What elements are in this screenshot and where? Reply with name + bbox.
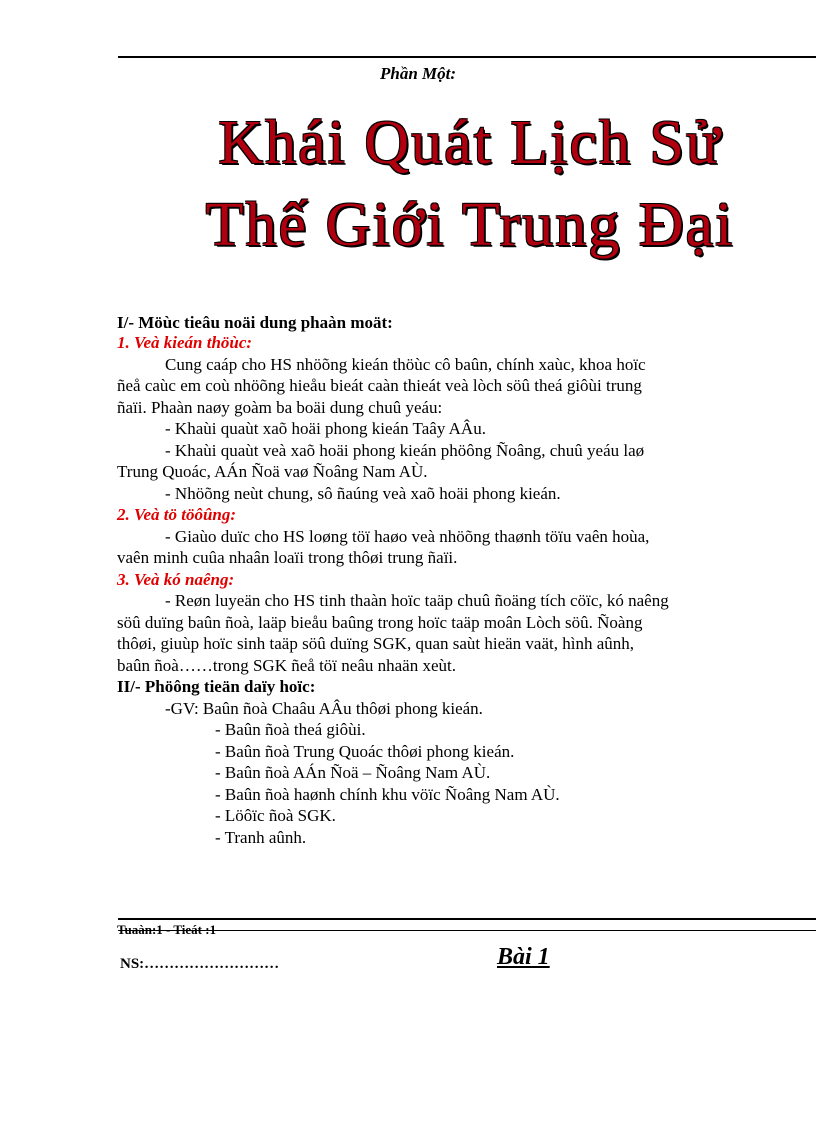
- section-1-heading: I/- Möùc tieâu noäi dung phaàn moät:: [117, 313, 393, 332]
- list-item: - Baûn ñoà AÁn Ñoä – Ñoâng Nam AÙ.: [215, 763, 491, 782]
- paragraph-line: thôøi, giuùp hoïc sinh taäp söû duïng SGK, quan saùt hieän vaät, hình aûnh,: [117, 634, 635, 653]
- title-line-1: Khái Quát Lịch Sử: [218, 109, 722, 177]
- list-item: - Baûn ñoà Trung Quoác thôøi phong kieán.: [215, 742, 515, 761]
- list-item: - Baûn ñoà haønh chính khu vöïc Ñoâng Nam AÙ.: [215, 785, 560, 804]
- list-item: - Löôïc ñoà SGK.: [215, 806, 336, 825]
- sub-heading-knowledge: 1. Veà kieán thöùc:: [117, 333, 253, 352]
- title-line-2: Thế Giới Trung Đại: [205, 191, 735, 259]
- lesson-title: Bài 1: [497, 944, 550, 970]
- paragraph-line: - Khaùi quaùt veà xaõ hoäi phong kieán phöông Ñoâng, chuû yeáu laø: [165, 441, 645, 460]
- sub-heading-thought: 2. Veà tö töôûng:: [117, 505, 237, 524]
- paragraph-line: söû duïng baûn ñoà, laäp bieåu baûng trong hoïc taäp moân Lòch söû. Ñoàng: [117, 613, 643, 632]
- paragraph-line: vaên minh cuûa nhaân loaïi trong thôøi trung ñaïi.: [117, 548, 458, 567]
- paragraph-line: ñaïi. Phaàn naøy goàm ba boäi dung chuû yeáu:: [117, 398, 443, 417]
- list-item: - Tranh aûnh.: [215, 828, 307, 847]
- paragraph-line: Cung caáp cho HS nhöõng kieán thöùc cô baûn, chính xaùc, khoa hoïc: [165, 355, 646, 374]
- paragraph-line: ñeå caùc em coù nhöõng hieåu bieát caàn thieát veà lòch söû theá giôùi trung: [117, 376, 642, 395]
- paragraph-line: Trung Quoác, AÁn Ñoä vaø Ñoâng Nam AÙ.: [117, 462, 428, 481]
- section-2-heading: II/- Phöông tieän daïy hoïc:: [117, 677, 316, 696]
- sub-heading-skills: 3. Veà kó naêng:: [117, 570, 235, 589]
- paragraph-line: - Nhöõng neùt chung, sô ñaúng veà xaõ hoäi phong kieán.: [165, 484, 561, 503]
- paragraph-line: - Khaùi quaùt xaõ hoäi phong kieán Taây AÂu.: [165, 419, 486, 438]
- footer-strike-line: [118, 930, 816, 931]
- gv-line: -GV: Baûn ñoà Chaâu AÂu thôøi phong kieán.: [165, 699, 483, 718]
- ns-label: NS:………………………: [120, 956, 280, 972]
- footer-divider-top: [118, 918, 816, 920]
- paragraph-line: - Giaùo duïc cho HS loøng töï haøo veà nhöõng thaønh töïu vaên hoùa,: [165, 527, 650, 546]
- list-item: - Baûn ñoà theá giôùi.: [215, 720, 366, 739]
- tuan-tiet-label: Tuaàn:1 - Tieát :1: [117, 922, 217, 937]
- top-divider: [118, 56, 816, 58]
- paragraph-line: - Reøn luyeän cho HS tinh thaàn hoïc taäp chuû ñoäng tích cöïc, kó naêng: [165, 591, 669, 610]
- paragraph-line: baûn ñoà……trong SGK ñeå töï neâu nhaän xeùt.: [117, 656, 456, 675]
